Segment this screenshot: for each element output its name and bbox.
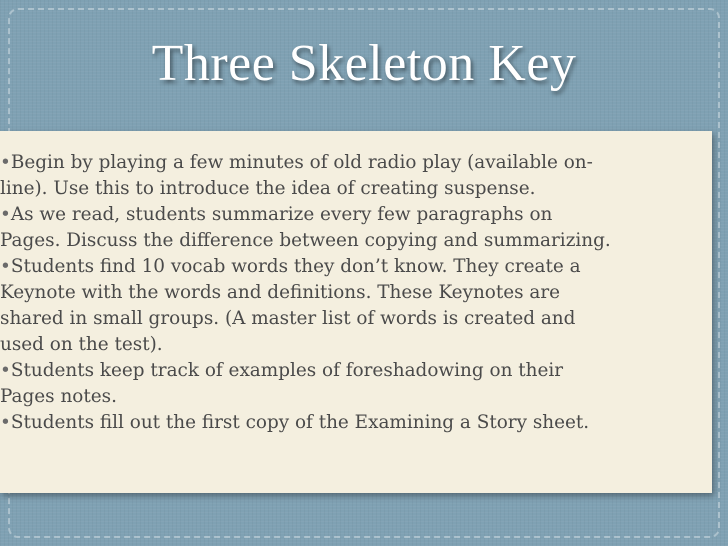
content-panel <box>0 131 712 493</box>
bullet-text-line: Students fill out the first copy of the Examining a Story sheet. <box>10 412 590 433</box>
bullet-text-line: As we read, students summarize every few paragraphs on <box>10 204 553 225</box>
bullet-list <box>0 131 712 436</box>
bullet-icon: • <box>0 360 11 381</box>
bullet-text-line: Pages notes. <box>0 386 117 407</box>
bullet-text-line: Students find 10 vocab words they don’t know. They create a <box>10 256 581 277</box>
bullet-item <box>0 358 712 410</box>
bullet-item <box>0 410 712 436</box>
bullet-icon: • <box>0 412 11 433</box>
bullet-text-line: used on the test). <box>0 334 163 355</box>
bullet-item <box>0 202 712 254</box>
bullet-text-line: line). Use this to introduce the idea of creating suspense. <box>0 178 536 199</box>
slide-title: Three Skeleton Key <box>151 35 577 92</box>
bullet-text-line: shared in small groups. (A master list of words is created and <box>0 308 576 329</box>
bullet-text-line: Pages. Discuss the difference between copying and summarizing. <box>0 230 611 251</box>
bullet-icon: • <box>0 256 11 277</box>
bullet-item <box>0 254 712 358</box>
bullet-text-line: Keynote with the words and definitions. These Keynotes are <box>0 282 561 303</box>
bullet-icon: • <box>0 152 11 173</box>
bullet-text-line: Students keep track of examples of foreshadowing on their <box>10 360 564 381</box>
bullet-text-line: Begin by playing a few minutes of old radio play (available on- <box>10 152 593 173</box>
bullet-item <box>0 150 712 202</box>
bullet-icon: • <box>0 204 11 225</box>
